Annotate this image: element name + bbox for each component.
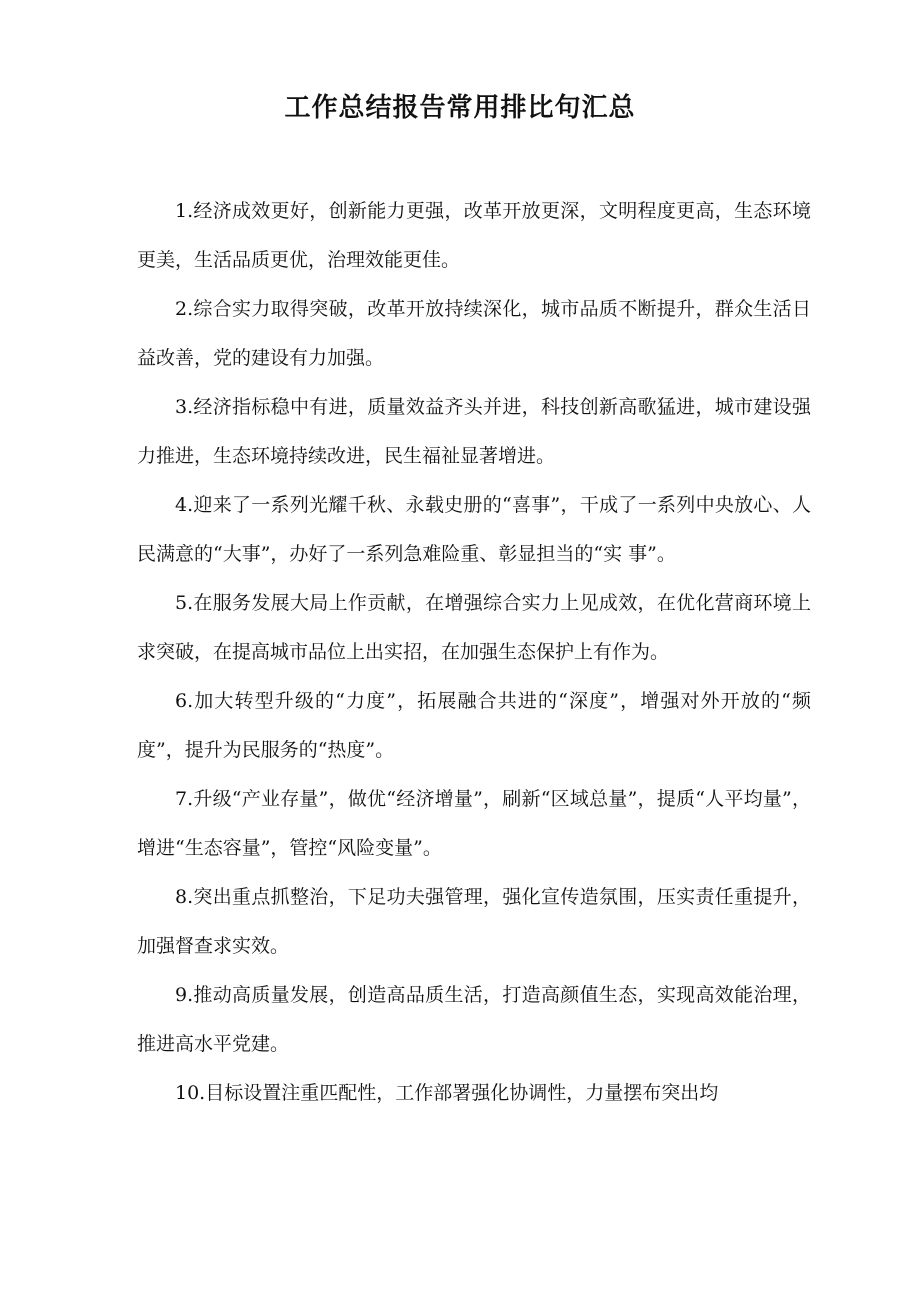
paragraph-10: 10.目标设置注重匹配性，工作部署强化协调性，力量摆布突出均	[175, 1082, 719, 1104]
paragraph-8: 8.突出重点抓整治，下足功夫强管理，强化宣传造氛围，压实责任重提升，加强督查求实效。	[137, 886, 811, 957]
paragraph-3: 3.经济指标稳中有进，质量效益齐头并进，科技创新高歌猛进，城市建设强力推进，生态环境持续改进，民生福祉显著增进。	[137, 396, 811, 467]
document-title: 工作总结报告常用排比句汇总	[284, 93, 636, 123]
paragraph-9: 9.推动高质量发展，创造高品质生活，打造高颜值生态，实现高效能治理，推进高水平党建。	[137, 984, 811, 1055]
paragraph-1: 1.经济成效更好，创新能力更强，改革开放更深，文明程度更高，生态环境更美，生活品质更优，治理效能更佳。	[137, 200, 811, 271]
paragraph-6: 6.加大转型升级的“力度”，拓展融合共进的“深度”，增强对外开放的“频度”，提升为民服务的“热度”。	[137, 690, 811, 761]
document-body	[137, 187, 811, 1118]
paragraph-2: 2.综合实力取得突破，改革开放持续深化，城市品质不断提升，群众生活日益改善，党的建设有力加强。	[137, 298, 811, 369]
paragraph-4: 4.迎来了一系列光耀千秋、永载史册的“喜事”，干成了一系列中央放心、人民满意的“大事”，办好了一系列急难险重、彰显担当的“实 事”。	[137, 494, 811, 565]
paragraph-7: 7.升级“产业存量”，做优“经济增量”，刷新“区域总量”，提质“人平均量”，增进“生态容量”，管控“风险变量”。	[137, 788, 811, 859]
paragraph-5: 5.在服务发展大局上作贡献，在增强综合实力上见成效，在优化营商环境上求突破，在提高城市品位上出实招，在加强生态保护上有作为。	[137, 592, 811, 663]
